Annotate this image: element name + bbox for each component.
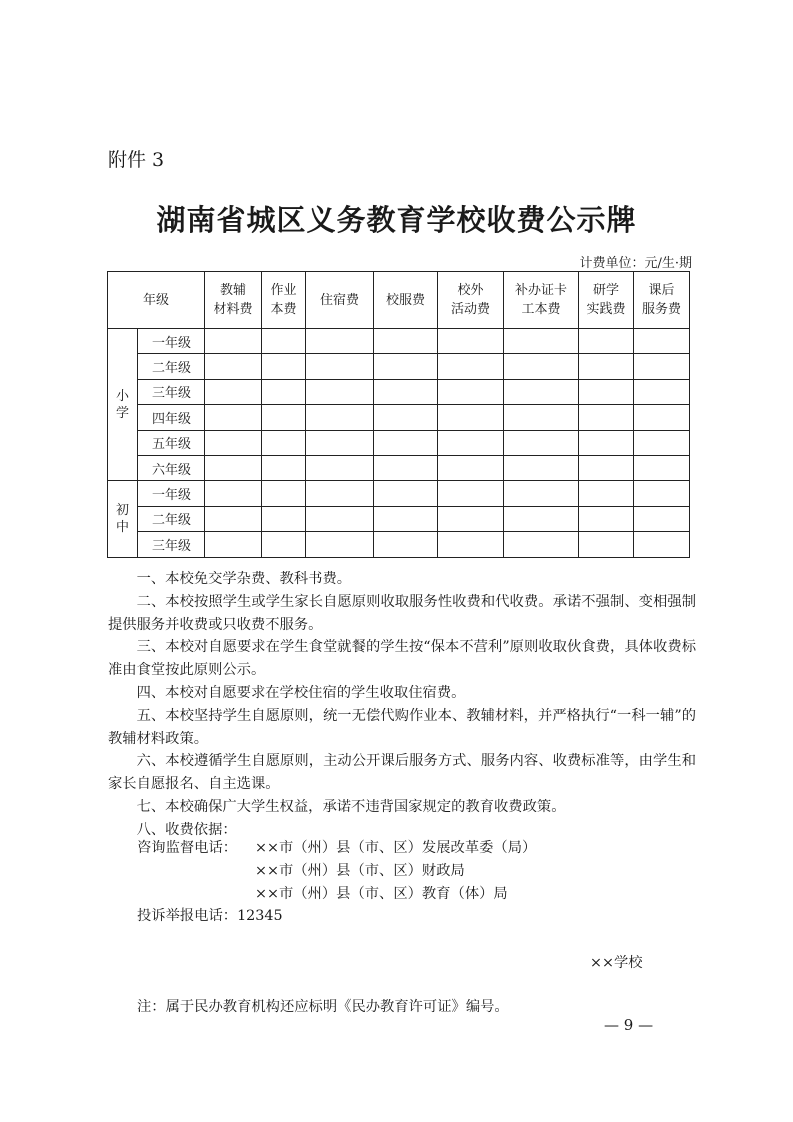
supervise-line: ××市（州）县（市、区）发展改革委（局） [255, 840, 537, 856]
complaint-number: 12345 [237, 908, 283, 925]
policy-item: 六、本校遵循学生自愿原则，主动公开课后服务方式、服务内容、收费标准等，由学生和家长自愿报名、自主选课。 [108, 753, 696, 793]
col-header-study: 研学 实践费 [579, 272, 634, 329]
grade-label: 二年级 [138, 506, 205, 531]
policy-item: 五、本校坚持学生自愿原则，统一无偿代购作业本、教辅材料，并严格执行“一科一辅”的教辅材料政策。 [108, 707, 696, 747]
table-row [108, 481, 690, 506]
policy-item: 七、本校确保广大学生权益，承诺不违背国家规定的教育收费政策。 [136, 798, 566, 815]
col-header-lodging: 住宿费 [306, 272, 374, 329]
unit-note: 计费单位：元/生·期 [579, 256, 692, 271]
grade-label: 三年级 [138, 379, 205, 404]
grade-label: 四年级 [138, 405, 205, 430]
grade-label: 六年级 [138, 455, 205, 480]
table-row [108, 455, 690, 480]
page-title: 湖南省城区义务教育学校收费公示牌 [156, 203, 637, 237]
page-number: — 9 — [604, 1016, 654, 1034]
contact-section [137, 837, 536, 928]
table-row [108, 354, 690, 379]
col-header-uniform: 校服费 [374, 272, 438, 329]
grade-label: 二年级 [138, 354, 205, 379]
policy-list [108, 568, 696, 842]
col-header-outdoor: 校外 活动费 [438, 272, 504, 329]
school-signature: ××学校 [590, 955, 643, 971]
table-header-row [108, 272, 690, 329]
policy-item: 三、本校对自愿要求在学生食堂就餐的学生按“保本不营利”原则收取伙食费，具体收费标准由食堂按此原则公示。 [108, 639, 696, 679]
attachment-label: 附件 3 [108, 149, 165, 171]
grade-header: 年级 [108, 272, 205, 329]
grade-label: 五年级 [138, 430, 205, 455]
policy-item: 四、本校对自愿要求在学校住宿的学生收取住宿费。 [136, 684, 466, 701]
policy-item: 二、本校按照学生或学生家长自愿原则收取服务性收费和代收费。承诺不强制、变相强制提供服务并收费或只收费不服务。 [108, 593, 696, 633]
table-row [108, 506, 690, 531]
complaint-label: 投诉举报电话： [137, 908, 238, 925]
stage-middle: 初 中 [108, 481, 138, 557]
supervise-line: ××市（州）县（市、区）教育（体）局 [255, 885, 508, 902]
policy-item: 八、收费依据： [136, 821, 237, 838]
supervise-label: 咨询监督电话： [137, 840, 238, 856]
supervise-line: ××市（州）县（市、区）财政局 [255, 862, 465, 879]
stage-primary: 小 学 [108, 329, 138, 481]
col-header-card: 补办证卡 工本费 [504, 272, 579, 329]
policy-item: 一、本校免交学杂费、教科书费。 [136, 571, 352, 587]
col-header-materials: 教辅 材料费 [205, 272, 262, 329]
footnote: 注：属于民办教育机构还应标明《民办教育许可证》编号。 [137, 999, 509, 1015]
col-header-workbook: 作业 本费 [262, 272, 306, 329]
grade-label: 一年级 [138, 481, 205, 506]
table-row [108, 405, 690, 430]
grade-label: 三年级 [138, 532, 205, 557]
grade-label: 一年级 [138, 329, 205, 354]
col-header-afterschool: 课后 服务费 [634, 272, 690, 329]
table-row [108, 329, 690, 354]
fee-table [107, 271, 690, 558]
table-row [108, 532, 690, 557]
table-row [108, 379, 690, 404]
table-row [108, 430, 690, 455]
